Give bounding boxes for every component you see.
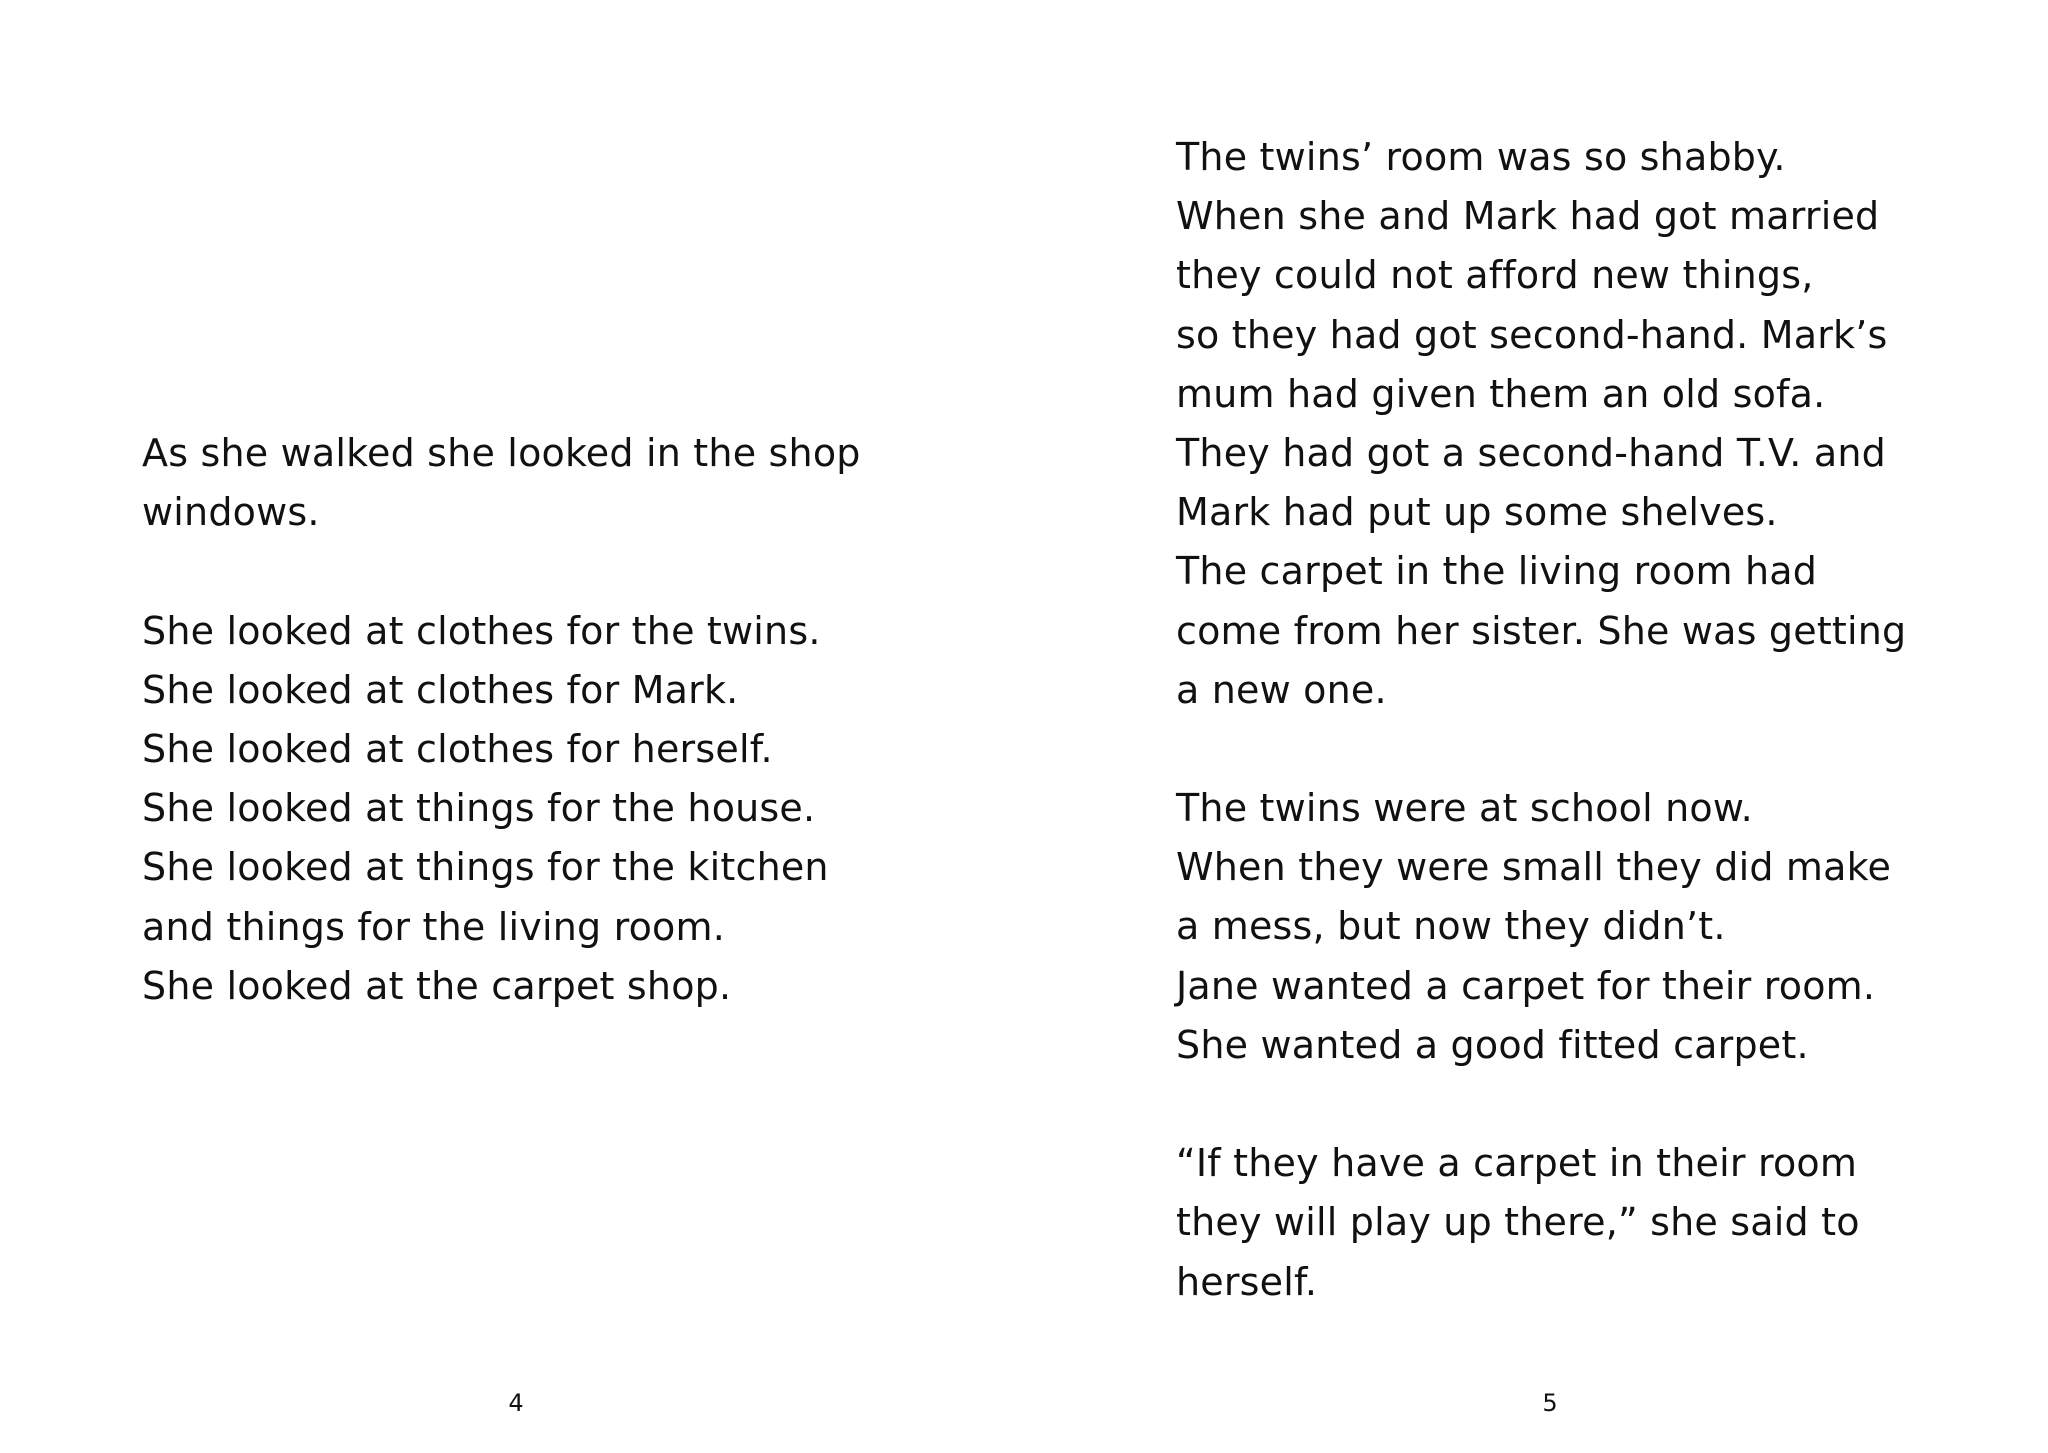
text-line: She looked at clothes for Mark.: [142, 667, 739, 712]
text-line: The carpet in the living room had: [1176, 549, 1818, 594]
page-number-right: 5: [1542, 1389, 1558, 1417]
text-line: She looked at the carpet shop.: [142, 963, 732, 1008]
right-page-text: [1176, 128, 1906, 1312]
paragraph-gap: [1176, 720, 1906, 779]
text-line: She looked at things for the kitchen: [142, 845, 829, 890]
text-line: and things for the living room.: [142, 904, 725, 949]
text-line: She looked at things for the house.: [142, 786, 816, 831]
text-line: a mess, but now they didn’t.: [1176, 904, 1726, 949]
text-line: The twins’ room was so shabby.: [1176, 135, 1786, 179]
text-line: mum had given them an old sofa.: [1176, 371, 1826, 416]
text-line: The twins were at school now.: [1176, 786, 1753, 831]
text-line: She looked at clothes for the twins.: [142, 608, 821, 653]
text-line: they could not afford new things,: [1176, 253, 1814, 298]
text-line: When they were small they did make: [1176, 845, 1892, 890]
text-line: Jane wanted a carpet for their room.: [1176, 963, 1876, 1008]
text-line: She wanted a good fitted carpet.: [1176, 1022, 1809, 1067]
paragraph-gap: [142, 542, 861, 601]
left-page-text: [142, 424, 861, 1016]
page-number-left: 4: [508, 1389, 524, 1417]
text-line: so they had got second-hand. Mark’s: [1176, 312, 1888, 357]
text-line: herself.: [1176, 1259, 1318, 1304]
text-line: They had got a second-hand T.V. and: [1176, 430, 1886, 475]
text-line: come from her sister. She was getting: [1176, 608, 1907, 653]
text-line: When she and Mark had got married: [1176, 194, 1880, 239]
text-line: “If they have a carpet in their room: [1176, 1141, 1858, 1186]
text-line: a new one.: [1176, 667, 1387, 712]
text-line: She looked at clothes for herself.: [142, 726, 773, 771]
text-line: Mark had put up some shelves.: [1176, 490, 1778, 535]
text-line: As she walked she looked in the shop: [142, 431, 861, 475]
text-line: windows.: [142, 490, 320, 535]
paragraph-gap: [1176, 1075, 1906, 1134]
text-line: they will play up there,” she said to: [1176, 1200, 1860, 1245]
